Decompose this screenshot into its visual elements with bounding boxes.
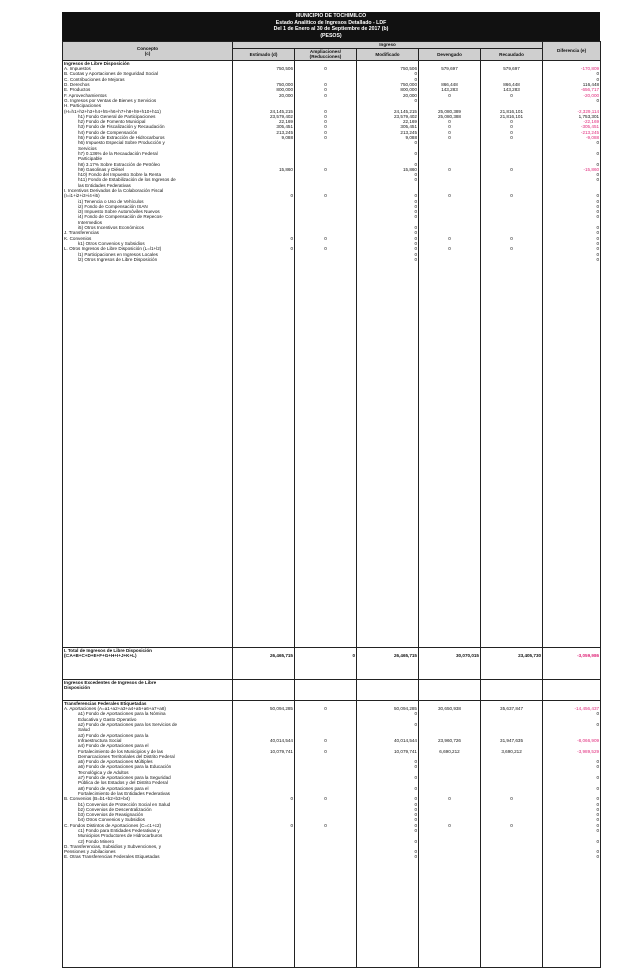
- row-value-m: 0: [414, 822, 417, 828]
- row-value-f: -2,329,114: [577, 108, 600, 114]
- row-value-a: 0: [324, 796, 327, 802]
- row-label: h8) 3.17% Sobre Extracción de Petróleo: [78, 161, 160, 167]
- row-value-m: 0: [414, 230, 417, 236]
- row-value-e: 0: [290, 822, 293, 828]
- row-value-m: 0: [414, 225, 417, 231]
- row-label: A. Impuestos: [64, 66, 91, 72]
- row-value-f: -22,169: [583, 119, 600, 125]
- row-label: Infraestructura Social: [78, 737, 122, 743]
- fed-estimado-column: [233, 700, 295, 967]
- row-value-d: 30,650,938: [438, 706, 461, 712]
- row-value-a: 0: [324, 66, 327, 72]
- row-value-f: -9,088: [586, 135, 600, 141]
- row-value-r: 0: [510, 796, 513, 802]
- col-devengado: Devengado: [419, 48, 481, 60]
- row-label: las Entidades Federativas: [78, 182, 131, 188]
- row-value-m: 0: [414, 71, 417, 77]
- row-value-d: 25,080,388: [438, 113, 461, 119]
- row-label: h7) 0.136% de la Recaudación Federal: [78, 150, 158, 156]
- row-value-e: 23,579,402: [270, 113, 293, 119]
- fed-devengado-column: [419, 700, 481, 967]
- row-value-a: [296, 854, 355, 859]
- row-label: Pensiones y Jubilaciones: [64, 849, 116, 855]
- row-label: B. Convenios (B=b1+b2+b3+b4): [64, 796, 130, 802]
- report-header: [62, 12, 600, 41]
- row-value-m: 0: [414, 854, 417, 860]
- row-value-m: 9,088: [405, 135, 417, 141]
- row-value-f: 0: [596, 172, 600, 178]
- row-value-m: 23,579,402: [394, 113, 417, 119]
- row-label: a7) Fondo de Aportaciones para la Seguridad: [78, 775, 171, 781]
- row-value-m: 0: [414, 198, 417, 204]
- row-label: i1) Tenencia o Uso de Vehículos: [78, 198, 144, 204]
- col-concepto: Concepto (c): [63, 42, 233, 61]
- row-value-m: 0: [414, 801, 417, 807]
- row-value-a: [296, 257, 355, 262]
- row-label: Servicios: [78, 145, 97, 151]
- row-label: E. Otras Transferencias Federales Etiquetadas: [64, 854, 160, 860]
- total-recaudado: 23,405,730: [481, 647, 543, 679]
- row-value-m: 0: [414, 775, 417, 781]
- row-value-f: 0: [596, 161, 600, 167]
- row-value-m: 0: [414, 796, 417, 802]
- federales-block: [63, 700, 601, 967]
- row-value-f: -3,989,529: [577, 748, 600, 754]
- total-libre-label: I. Total de Ingresos de Libre Disposición (I=A+B+C+D+E+F+G+H+I+J+K+L): [63, 647, 233, 679]
- row-label: l2) Otros Ingresos de Libre Disposición: [78, 256, 158, 262]
- row-value-r: 21,816,101: [500, 108, 524, 114]
- row-label: b1) Convenios de Protección Social en Salud: [78, 801, 171, 807]
- row-value-m: 0: [414, 764, 417, 770]
- row-value-f: 0: [596, 214, 600, 220]
- row-value-m: 0: [414, 203, 417, 209]
- row-value-m: 213,245: [400, 129, 417, 135]
- row-value-m: 15,860: [402, 166, 417, 172]
- row-value-e: 40,014,544: [270, 737, 293, 743]
- row-value-a: 0: [324, 135, 327, 141]
- row-label: I. Incentivos Derivados de la Colaboración Fiscal: [64, 188, 164, 193]
- row-label: c1) Fondo para Entidades Federativas y: [78, 828, 160, 833]
- row-value-m: 0: [414, 209, 417, 215]
- row-label: k1) Otros Convenios y Subsidios: [78, 240, 145, 246]
- row-value-f: 0: [596, 225, 600, 231]
- report-currency: (PESOS): [320, 32, 342, 39]
- row-label: h11) Fondo de Estabilización de los Ingresos de: [78, 177, 176, 183]
- row-label: h1) Fondo General de Participaciones: [78, 113, 156, 119]
- row-value-a: 0: [324, 822, 327, 828]
- row-label: l1) Participaciones en Ingresos Locales: [78, 251, 158, 257]
- row-value-m: 305,451: [400, 124, 417, 130]
- row-value-f: -170,809: [580, 66, 600, 72]
- row-value-d: 0: [448, 796, 451, 802]
- row-value-e: 213,245: [276, 129, 293, 135]
- row-value-d: 0: [448, 129, 451, 135]
- row-value-r: 143,283: [503, 87, 520, 93]
- row-value-m: 0: [414, 759, 417, 765]
- row-label: D. Derechos: [64, 82, 90, 88]
- row-value-e: 750,000: [276, 82, 293, 88]
- income-table: [62, 41, 601, 968]
- row-label: D. Transferencias, Subsidios y Subvenciones, y: [64, 843, 162, 849]
- row-label: a3) Fondo de Aportaciones para la: [78, 732, 149, 738]
- row-value-a: 0: [324, 108, 327, 114]
- row-value-d: 143,283: [441, 87, 458, 93]
- row-label: Municipios Productores de Hidrocarburos: [78, 833, 163, 839]
- row-label: Transferencias Federales Etiquetadas: [64, 700, 147, 706]
- row-value-d: 0: [448, 193, 451, 199]
- row-label: h4) Fondo de Compensación: [78, 129, 138, 135]
- row-value-f: 0: [596, 796, 600, 802]
- row-value-f: 0: [596, 764, 600, 770]
- row-value-m: 24,145,215: [394, 108, 417, 114]
- row-label: a1) Fondo de Aportaciones para la Nómina: [78, 711, 166, 717]
- col-modificado: Modificado: [357, 48, 419, 60]
- row-value-e: 0: [290, 193, 293, 199]
- row-value-f: 0: [596, 140, 600, 146]
- row-value-m: 0: [414, 214, 417, 220]
- row-value-f: 0: [596, 822, 600, 828]
- report-sheet: [62, 12, 600, 968]
- row-label: a8) Fondo de Aportaciones para el: [78, 785, 149, 791]
- row-label: a4) Fondo de Aportaciones para el: [78, 743, 149, 749]
- total-ampliaciones: 0: [295, 647, 357, 679]
- row-value-f: 0: [596, 806, 600, 812]
- row-value-a: 0: [324, 124, 327, 130]
- row-label: K. Convenios: [64, 235, 92, 241]
- row-value-a: 0: [324, 82, 327, 88]
- row-value-f: 0: [596, 235, 600, 241]
- row-value-m: 0: [414, 838, 417, 844]
- row-label: h6) Impuesto Especial Sobre Producción y: [78, 140, 165, 146]
- row-value-e: 24,145,215: [270, 108, 293, 114]
- row-label: Fortalecimiento de las Entidades Federativas: [78, 790, 170, 796]
- row-value-m: 0: [414, 172, 417, 178]
- row-value-e: 9,088: [281, 135, 293, 141]
- row-value-r: 0: [510, 92, 513, 98]
- row-value-d: 0: [448, 246, 451, 252]
- col-recaudado: Recaudado: [481, 48, 543, 60]
- row-label: C. Contribuciones de Mejoras: [64, 76, 125, 82]
- row-value-e: 10,079,741: [270, 748, 293, 754]
- row-value-a: 0: [324, 748, 327, 754]
- report-title: Estado Analítico de Ingresos Detallado - LDF: [275, 19, 387, 26]
- row-value-f: -20,000: [583, 92, 600, 98]
- row-value-m: 40,014,544: [394, 737, 417, 743]
- row-value-f: -14,456,437: [574, 706, 600, 712]
- row-value-m: 800,000: [400, 87, 417, 93]
- row-value-r: 0: [510, 119, 513, 125]
- row-value-f: 0: [596, 256, 600, 262]
- row-value-d: 579,697: [441, 66, 458, 72]
- row-value-f: 0: [596, 817, 600, 823]
- row-value-f: 0: [596, 711, 600, 717]
- row-value-f: 0: [596, 209, 600, 215]
- row-label: E. Productos: [64, 87, 91, 93]
- fed-ampliaciones-column: [295, 700, 357, 967]
- row-label: Intermedios: [78, 219, 103, 225]
- row-value-m: 0: [414, 817, 417, 823]
- row-label: h10) Fondo del Impuesto Sobre la Renta: [78, 172, 161, 178]
- row-value-f: 0: [596, 230, 600, 236]
- row-value-d: 0: [448, 135, 451, 141]
- row-value-m: 0: [414, 256, 417, 262]
- row-value-f: 0: [596, 251, 600, 257]
- row-value-m: 0: [414, 240, 417, 246]
- row-value-d: 0: [448, 166, 451, 172]
- row-value-f: 0: [596, 150, 600, 156]
- row-value-f: 0: [596, 177, 600, 183]
- row-value-e: 0: [290, 235, 293, 241]
- row-value-r: 0: [510, 246, 513, 252]
- row-value-r: 579,697: [503, 66, 520, 72]
- row-label: i2) Fondo de Compensación ISAN: [78, 203, 148, 209]
- row-label: h3) Fondo de Fiscalización y Recaudación: [78, 124, 165, 130]
- row-value-m: 0: [414, 806, 417, 812]
- row-label: b3) Convenios de Reasignación: [78, 812, 144, 818]
- row-value-a: 0: [324, 706, 327, 712]
- row-label: Educativa y Gasto Operativo: [78, 716, 137, 722]
- row-label: a5) Fondo de Aportaciones Múltiples: [78, 759, 153, 765]
- row-value-f: 0: [596, 71, 600, 77]
- fed-diferencia-column: [543, 700, 601, 967]
- row-value-r: [482, 854, 541, 859]
- row-value-r: 0: [510, 193, 513, 199]
- row-value-d: 0: [448, 124, 451, 130]
- estimado-column: [233, 60, 295, 647]
- modificado-column: [357, 60, 419, 647]
- col-estimado: Estimado (d): [233, 48, 295, 60]
- total-diferencia: -3,059,986: [543, 647, 601, 679]
- row-value-m: 0: [414, 97, 417, 103]
- row-value-m: 0: [414, 812, 417, 818]
- row-value-m: 0: [414, 161, 417, 167]
- row-value-f: 0: [596, 246, 600, 252]
- row-value-e: [234, 854, 293, 859]
- row-label: b2) Convenios de Descentralización: [78, 806, 152, 812]
- col-ingreso: Ingreso: [233, 42, 543, 49]
- row-value-f: 0: [596, 801, 600, 807]
- row-label: A. Aportaciones (A=a1+a2+a3+a4+a5+a6+a7+a8): [64, 706, 166, 712]
- row-value-f: -305,451: [580, 124, 600, 130]
- row-value-m: 0: [414, 785, 417, 791]
- row-value-m: 0: [414, 76, 417, 82]
- row-value-f: 0: [596, 97, 600, 103]
- report-period: Del 1 de Enero al 30 de Septiembre de 2017 (b): [273, 26, 389, 33]
- row-value-m: 10,079,741: [394, 748, 417, 754]
- row-value-e: 750,506: [276, 66, 293, 72]
- total-devengado: 30,070,015: [419, 647, 481, 679]
- row-value-e: [234, 257, 293, 262]
- recaudado-column: [481, 60, 543, 647]
- row-value-m: 750,506: [400, 66, 417, 72]
- row-value-m: 22,169: [402, 119, 417, 125]
- row-value-d: 0: [448, 822, 451, 828]
- row-value-f: 1,753,301: [578, 113, 600, 119]
- libre-disposicion-block: [63, 60, 601, 647]
- row-value-f: 0: [596, 722, 600, 728]
- row-value-f: 0: [596, 240, 600, 246]
- row-label: (I=i1+i2+i3+i4+i5): [64, 193, 100, 199]
- row-value-m: 0: [414, 251, 417, 257]
- diferencia-column: [543, 60, 601, 647]
- row-value-f: -8,066,909: [577, 737, 600, 743]
- row-value-f: 0: [596, 193, 600, 199]
- row-value-m: 0: [414, 722, 417, 728]
- row-value-f: -656,717: [580, 87, 600, 93]
- row-label: b4) Otros Convenios y Subsidios: [78, 817, 145, 823]
- row-value-r: 21,816,101: [500, 113, 524, 119]
- row-value-a: 0: [324, 246, 327, 252]
- row-value-a: 0: [324, 193, 327, 199]
- row-value-f: 0: [596, 775, 600, 781]
- ampliaciones-column: [295, 60, 357, 647]
- row-value-m: 0: [414, 828, 417, 833]
- row-label: Fortalecimiento de los Municipios y de las: [78, 748, 164, 754]
- row-value-e: 800,000: [276, 87, 293, 93]
- row-label: L. Otros Ingresos de Libre Disposición (L=l1+l2): [64, 246, 162, 252]
- row-value-f: 116,448: [582, 82, 600, 88]
- row-value-f: 0: [596, 759, 600, 765]
- municipality-title: MUNICIPIO DE TOCHIMILCO: [295, 13, 367, 19]
- col-ampliaciones: Ampliaciones/ (Reducciones): [295, 48, 357, 60]
- row-value-m: 0: [414, 150, 417, 156]
- row-label: H. Participaciones: [64, 103, 102, 109]
- row-value-d: 0: [448, 119, 451, 125]
- row-value-r: 3,690,212: [501, 748, 522, 754]
- row-value-e: 50,094,285: [270, 706, 293, 712]
- row-label: h2) Fondo de Fomento Municipal: [78, 119, 146, 125]
- total-libre-row: [63, 647, 601, 679]
- row-label: h5) Fondo de Extracción de Hidrocarburos: [78, 135, 165, 141]
- row-value-m: 0: [414, 193, 417, 199]
- row-value-d: 25,080,389: [438, 108, 461, 114]
- row-label: Tecnológica y de Adultos: [78, 769, 129, 775]
- row-value-f: 0: [596, 812, 600, 818]
- row-label: a6) Fondo de Aportaciones para la Educación: [78, 764, 172, 770]
- row-value-r: 31,947,635: [500, 737, 524, 743]
- excedentes-row: [63, 679, 601, 700]
- row-value-e: 305,451: [276, 124, 293, 130]
- row-value-e: 22,169: [278, 119, 293, 125]
- row-value-m: 0: [414, 177, 417, 183]
- row-label: i5) Otros Incentivos Económicos: [78, 225, 144, 231]
- row-label: F. Aprovechamientos: [64, 92, 107, 98]
- row-value-a: 0: [324, 235, 327, 241]
- row-value-r: 0: [510, 822, 513, 828]
- row-value-m: 750,000: [400, 82, 417, 88]
- row-value-m: 0: [414, 140, 417, 146]
- row-value-a: 0: [324, 737, 327, 743]
- row-value-f: 0: [596, 849, 600, 855]
- row-value-f: 0: [596, 203, 600, 209]
- row-value-d: 0: [448, 235, 451, 241]
- row-value-f: 0: [596, 198, 600, 204]
- row-value-r: 0: [510, 135, 513, 141]
- row-label: i3) Impuesto Sobre Automóviles Nuevos: [78, 209, 160, 215]
- row-value-r: 0: [510, 124, 513, 130]
- row-value-m: 0: [414, 235, 417, 241]
- total-modificado: 26,465,715: [357, 647, 419, 679]
- row-value-a: 0: [324, 113, 327, 119]
- row-value-m: 20,000: [402, 92, 417, 98]
- row-label: Pública de los Estados y del Distrito Federal: [78, 780, 168, 786]
- row-label: (H=h1+h2+h3+h4+h5+h6+h7+h8+h9+h10+h11): [64, 108, 161, 114]
- fed-modificado-column: [357, 700, 419, 967]
- row-label: B. Cuotas y Aportaciones de Seguridad Social: [64, 71, 158, 77]
- fed-recaudado-column: [481, 700, 543, 967]
- row-label: c2) Fondo Minero: [78, 838, 115, 844]
- row-value-r: 0: [510, 235, 513, 241]
- excedentes-label: Ingresos Excedentes de Ingresos de Libre Disposición: [63, 679, 233, 700]
- row-value-m: 50,094,285: [394, 706, 417, 712]
- row-value-d: 23,960,726: [438, 737, 461, 743]
- row-value-e: 15,860: [278, 166, 293, 172]
- devengado-column: [419, 60, 481, 647]
- row-value-e: 0: [290, 796, 293, 802]
- row-value-d: 866,448: [441, 82, 458, 88]
- row-value-f: 0: [596, 854, 600, 860]
- row-value-d: 0: [448, 92, 451, 98]
- row-value-e: 20,000: [278, 92, 293, 98]
- row-value-f: -213,245: [580, 129, 600, 135]
- row-value-a: 0: [324, 129, 327, 135]
- row-label: Demarcaciones Territoriales del Distrito Federal: [78, 753, 175, 759]
- row-value-a: 0: [324, 87, 327, 93]
- row-label: Salud: [78, 727, 90, 733]
- row-label: J. Transferencias: [64, 230, 99, 236]
- row-value-r: 0: [510, 166, 513, 172]
- row-value-r: 35,637,847: [500, 706, 524, 712]
- row-value-m: 0: [414, 711, 417, 717]
- row-value-r: 866,448: [503, 82, 520, 88]
- row-value-f: 0: [596, 828, 600, 833]
- row-value-f: 0: [596, 838, 600, 844]
- row-value-f: -15,860: [583, 166, 600, 172]
- row-label: a2) Fondo de Aportaciones para los Servicios de: [78, 722, 178, 728]
- row-value-f: 0: [596, 76, 600, 82]
- row-value-a: 0: [324, 92, 327, 98]
- row-value-m: 0: [414, 849, 417, 855]
- row-label: Ingresos de Libre Disposición: [64, 60, 130, 66]
- row-label: Participable: [78, 156, 103, 162]
- total-estimado: 26,465,715: [233, 647, 295, 679]
- row-value-r: 0: [510, 129, 513, 135]
- row-label: h9) Gasolinas y Diésel: [78, 166, 124, 172]
- row-value-d: [420, 854, 479, 859]
- row-value-f: 0: [596, 785, 600, 791]
- col-diferencia: Diferencia (e): [543, 42, 601, 61]
- row-value-d: 6,690,212: [439, 748, 460, 754]
- row-value-d: [420, 257, 479, 262]
- row-value-m: 0: [414, 246, 417, 252]
- row-value-e: 0: [290, 246, 293, 252]
- concept-column: [63, 60, 233, 647]
- fed-concept-column: [63, 700, 233, 967]
- row-label: i4) Fondo de Compensación de Repecos-: [78, 214, 164, 220]
- row-label: G. Ingresos por Ventas de Bienes y Servicios: [64, 97, 157, 103]
- row-label: C. Fondos Distintos de Aportaciones (C=c1+c2): [64, 822, 162, 828]
- row-value-a: 0: [324, 119, 327, 125]
- row-value-r: [482, 257, 541, 262]
- row-value-a: 0: [324, 166, 327, 172]
